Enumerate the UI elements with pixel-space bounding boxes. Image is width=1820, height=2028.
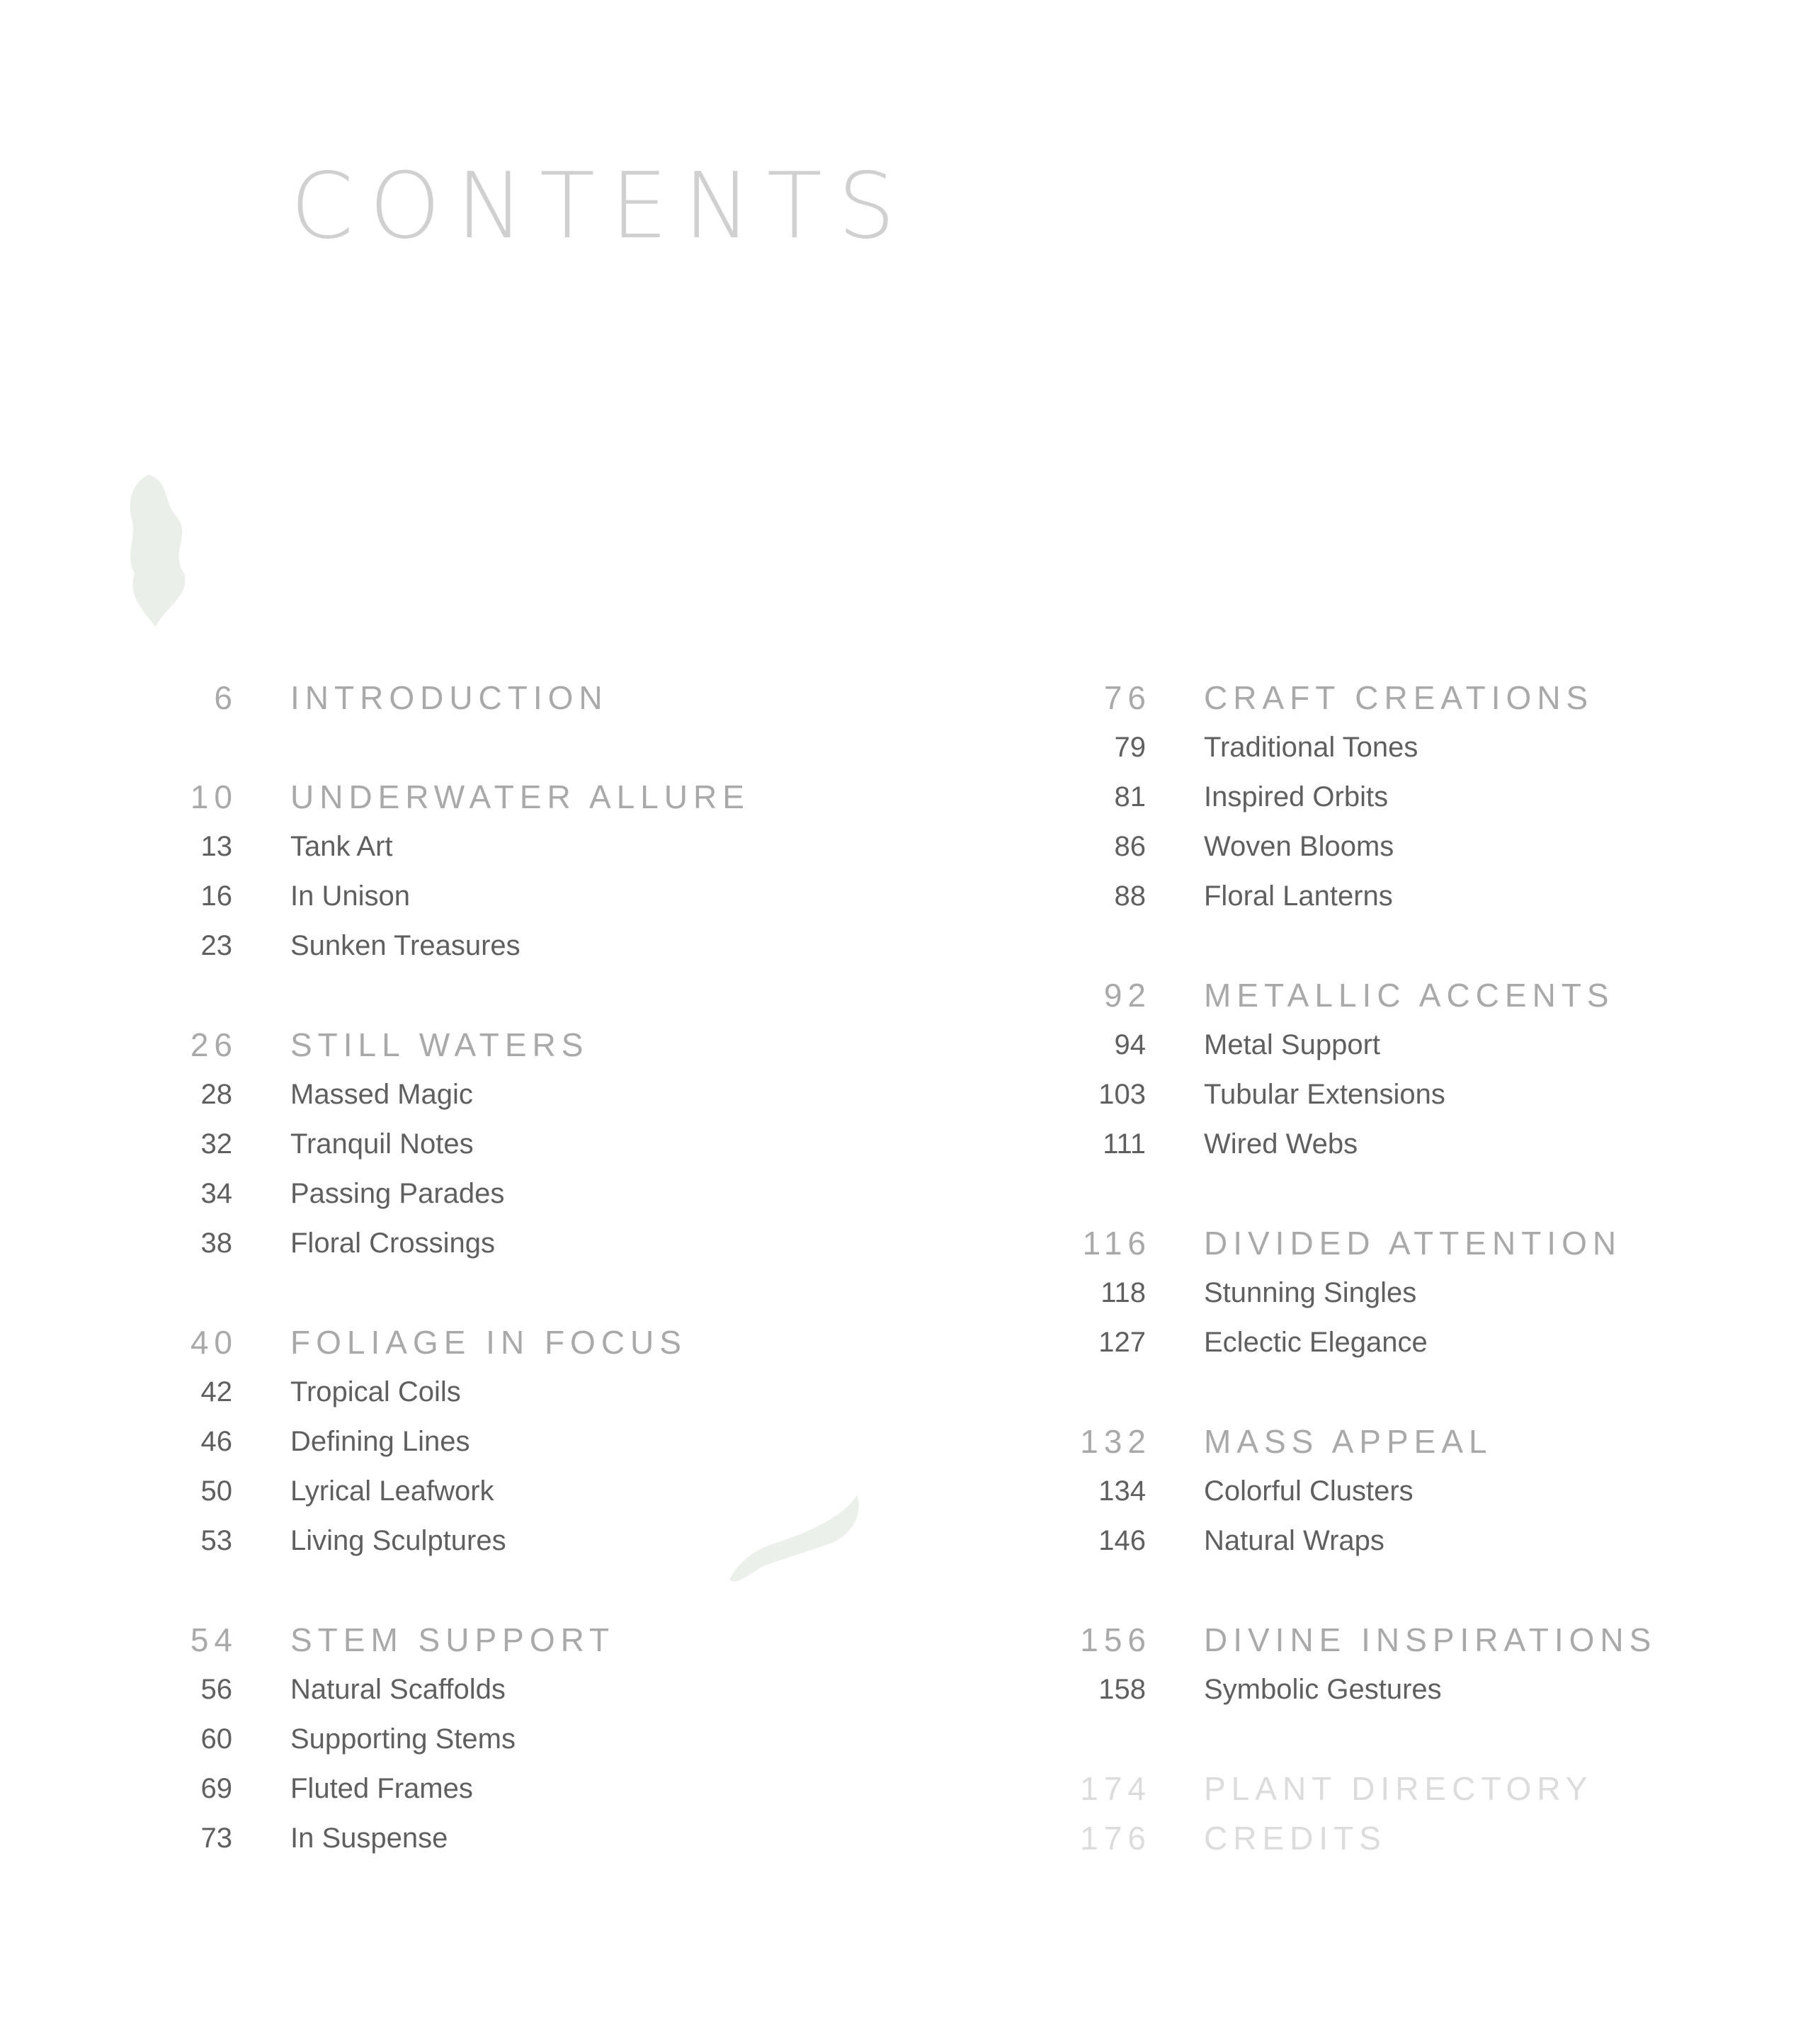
section-title: STEM SUPPORT bbox=[290, 1621, 615, 1658]
entry-title: Sunken Treasures bbox=[290, 930, 521, 961]
entry-title: Floral Crossings bbox=[290, 1228, 495, 1259]
entry-title: Tank Art bbox=[290, 831, 393, 862]
toc-section-heading bbox=[914, 1813, 1820, 1863]
toc-entry bbox=[914, 772, 1820, 822]
watercolor-smudge-left bbox=[120, 468, 198, 630]
toc-entry bbox=[914, 1516, 1820, 1565]
entry-title: Supporting Stems bbox=[290, 1723, 516, 1755]
toc-section-heading bbox=[914, 1417, 1820, 1466]
toc-entry bbox=[0, 1516, 921, 1565]
toc-entry bbox=[914, 1665, 1820, 1714]
entry-title: Stunning Singles bbox=[1204, 1277, 1417, 1308]
toc-entry bbox=[0, 921, 921, 970]
toc-entry bbox=[914, 822, 1820, 871]
entry-page-number: 16 bbox=[200, 880, 232, 912]
entry-title: Fluted Frames bbox=[290, 1773, 473, 1804]
toc-section bbox=[914, 970, 1820, 1169]
section-page-number: 6 bbox=[214, 679, 238, 716]
entry-page-number: 134 bbox=[1098, 1475, 1146, 1507]
entry-title: Living Sculptures bbox=[290, 1525, 506, 1556]
toc-entry bbox=[914, 1318, 1820, 1367]
section-page-number: 40 bbox=[190, 1324, 238, 1361]
entry-page-number: 34 bbox=[200, 1178, 232, 1209]
toc-section-heading bbox=[0, 772, 921, 822]
section-page-number: 116 bbox=[1082, 1225, 1151, 1262]
entry-title: Floral Lanterns bbox=[1204, 880, 1393, 912]
section-page-number: 76 bbox=[1103, 679, 1151, 716]
entry-title: Traditional Tones bbox=[1204, 732, 1418, 763]
toc-section-heading bbox=[914, 673, 1820, 723]
toc-entry bbox=[914, 1020, 1820, 1070]
entry-page-number: 86 bbox=[1114, 831, 1146, 862]
entry-page-number: 146 bbox=[1098, 1525, 1146, 1556]
entry-title: Eclectic Elegance bbox=[1204, 1327, 1428, 1358]
entry-title: Wired Webs bbox=[1204, 1128, 1358, 1160]
section-title: PLANT DIRECTORY bbox=[1204, 1770, 1593, 1807]
entry-title: Inspired Orbits bbox=[1204, 781, 1389, 812]
entry-page-number: 50 bbox=[200, 1475, 232, 1507]
entry-title: Tranquil Notes bbox=[290, 1128, 474, 1160]
toc-entry bbox=[0, 1070, 921, 1119]
entry-page-number: 38 bbox=[200, 1228, 232, 1259]
entry-page-number: 56 bbox=[200, 1674, 232, 1705]
entry-page-number: 81 bbox=[1114, 781, 1146, 812]
section-page-number: 54 bbox=[190, 1621, 238, 1658]
toc-section-heading bbox=[0, 1020, 921, 1070]
section-title: UNDERWATER ALLURE bbox=[290, 778, 750, 815]
toc-end-matter bbox=[914, 1813, 1820, 1863]
section-title: DIVINE INSPIRATIONS bbox=[1204, 1621, 1657, 1658]
toc-section bbox=[914, 1218, 1820, 1367]
toc-section bbox=[914, 673, 1820, 921]
entry-page-number: 111 bbox=[1103, 1128, 1146, 1160]
toc-entry bbox=[0, 1169, 921, 1218]
entry-page-number: 94 bbox=[1114, 1029, 1146, 1060]
entry-title: Symbolic Gestures bbox=[1204, 1674, 1442, 1705]
section-page-number: 92 bbox=[1103, 977, 1151, 1014]
toc-end-matter bbox=[914, 1764, 1820, 1813]
section-page-number: 156 bbox=[1080, 1621, 1151, 1658]
entry-title: Tubular Extensions bbox=[1204, 1079, 1445, 1110]
toc-section bbox=[0, 673, 921, 723]
toc-entry bbox=[0, 1764, 921, 1813]
toc-entry bbox=[0, 1466, 921, 1516]
entry-page-number: 13 bbox=[200, 831, 232, 862]
section-page-number: 10 bbox=[190, 778, 238, 815]
entry-page-number: 23 bbox=[200, 930, 232, 961]
toc-section-heading bbox=[0, 673, 921, 723]
section-title: CRAFT CREATIONS bbox=[1204, 679, 1594, 716]
entry-title: Natural Scaffolds bbox=[290, 1674, 506, 1705]
toc-section-heading bbox=[0, 1318, 921, 1367]
toc-entry bbox=[0, 1665, 921, 1714]
toc-entry bbox=[0, 1218, 921, 1268]
entry-title: Tropical Coils bbox=[290, 1376, 461, 1407]
toc-section-heading bbox=[914, 1764, 1820, 1813]
toc-section-heading bbox=[914, 1218, 1820, 1268]
toc-entry bbox=[914, 1070, 1820, 1119]
toc-entry bbox=[0, 1367, 921, 1417]
entry-title: Passing Parades bbox=[290, 1178, 505, 1209]
toc-section-heading bbox=[914, 1615, 1820, 1665]
page-title: CONTENTS bbox=[290, 154, 911, 259]
entry-title: In Unison bbox=[290, 880, 410, 912]
entry-page-number: 118 bbox=[1100, 1277, 1146, 1308]
section-title: FOLIAGE IN FOCUS bbox=[290, 1324, 687, 1361]
section-page-number: 132 bbox=[1080, 1423, 1151, 1460]
section-title: STILL WATERS bbox=[290, 1026, 589, 1063]
section-title: METALLIC ACCENTS bbox=[1204, 977, 1615, 1014]
toc-section bbox=[0, 772, 921, 970]
entry-page-number: 158 bbox=[1098, 1674, 1146, 1705]
entry-title: Lyrical Leafwork bbox=[290, 1475, 494, 1507]
section-title: INTRODUCTION bbox=[290, 679, 608, 716]
entry-page-number: 88 bbox=[1114, 880, 1146, 912]
toc-section-heading bbox=[0, 1615, 921, 1665]
toc-section bbox=[914, 1615, 1820, 1714]
entry-page-number: 60 bbox=[200, 1723, 232, 1755]
entry-title: Colorful Clusters bbox=[1204, 1475, 1414, 1507]
toc-section bbox=[0, 1020, 921, 1268]
toc-entry bbox=[914, 871, 1820, 921]
toc-entry bbox=[0, 1714, 921, 1764]
entry-title: Defining Lines bbox=[290, 1426, 470, 1457]
toc-entry bbox=[0, 822, 921, 871]
section-title: CREDITS bbox=[1204, 1820, 1387, 1857]
section-title: DIVIDED ATTENTION bbox=[1204, 1225, 1622, 1262]
toc-entry bbox=[0, 1813, 921, 1863]
section-page-number: 176 bbox=[1080, 1820, 1151, 1857]
entry-page-number: 53 bbox=[200, 1525, 232, 1556]
toc-entry bbox=[914, 1268, 1820, 1318]
entry-page-number: 32 bbox=[200, 1128, 232, 1160]
toc-entry bbox=[0, 871, 921, 921]
entry-title: Massed Magic bbox=[290, 1079, 473, 1110]
toc-entry bbox=[0, 1119, 921, 1169]
section-page-number: 174 bbox=[1080, 1770, 1151, 1807]
entry-page-number: 103 bbox=[1098, 1079, 1146, 1110]
toc-section bbox=[0, 1318, 921, 1565]
toc-section bbox=[914, 1417, 1820, 1565]
entry-page-number: 69 bbox=[200, 1773, 232, 1804]
toc-entry bbox=[0, 1417, 921, 1466]
entry-page-number: 127 bbox=[1098, 1327, 1146, 1358]
entry-title: Natural Wraps bbox=[1204, 1525, 1384, 1556]
toc-entry bbox=[914, 1119, 1820, 1169]
entry-title: Woven Blooms bbox=[1204, 831, 1394, 862]
entry-page-number: 28 bbox=[200, 1079, 232, 1110]
entry-page-number: 73 bbox=[200, 1823, 232, 1854]
entry-title: In Suspense bbox=[290, 1823, 448, 1854]
section-title: MASS APPEAL bbox=[1204, 1423, 1493, 1460]
entry-page-number: 42 bbox=[200, 1376, 232, 1407]
toc-entry bbox=[914, 1466, 1820, 1516]
toc-entry bbox=[914, 723, 1820, 772]
entry-page-number: 79 bbox=[1114, 732, 1146, 763]
section-page-number: 26 bbox=[190, 1026, 238, 1063]
entry-page-number: 46 bbox=[200, 1426, 232, 1457]
toc-section-heading bbox=[914, 970, 1820, 1020]
entry-title: Metal Support bbox=[1204, 1029, 1381, 1060]
toc-section bbox=[0, 1615, 921, 1863]
